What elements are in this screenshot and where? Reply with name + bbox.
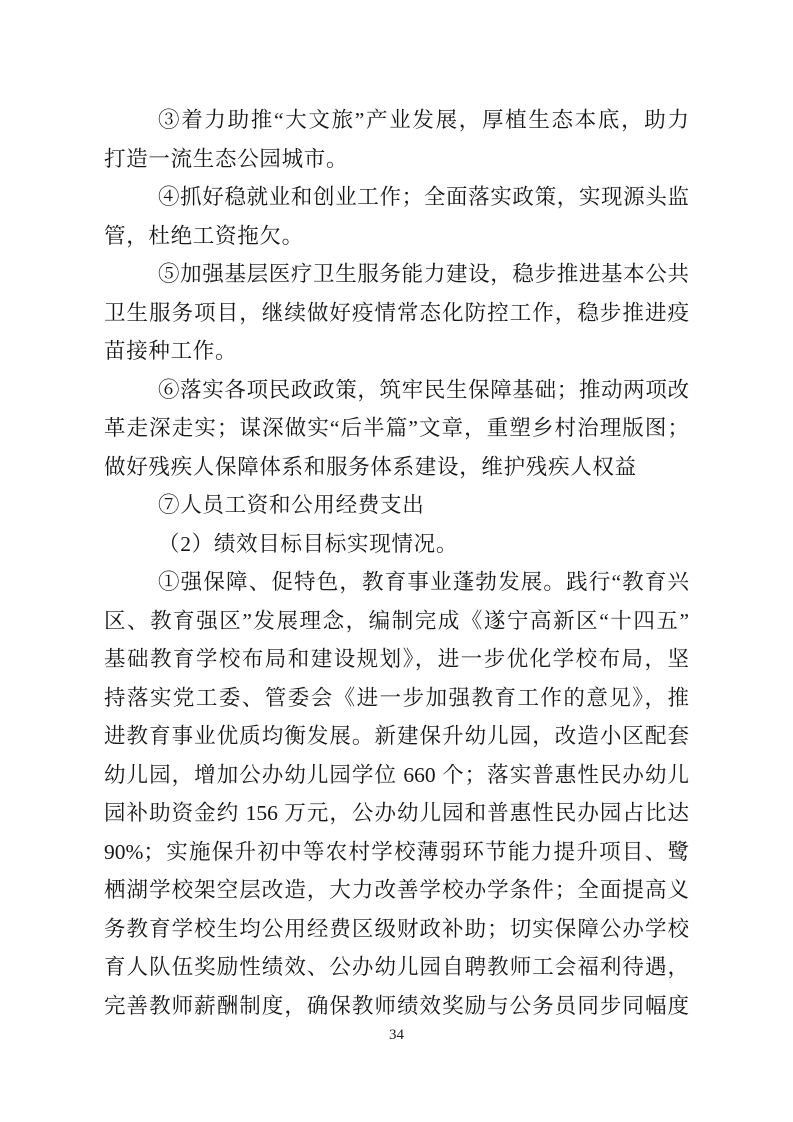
text-line: 做好残疾人保障体系和服务体系建设，维护残疾人权益: [104, 454, 637, 479]
text-line: 育人队伍奖励性绩效、公办幼儿园自聘教师工会福利待遇，: [104, 955, 689, 979]
text-line: 持落实党工委、管委会《进一步加强教育工作的意见》，推: [104, 685, 689, 710]
text-line: 进教育事业优质均衡发展。新建保升幼儿园，改造小区配套: [104, 724, 689, 748]
text-line: 革走深走实；谋深做实“后半篇”文章，重塑乡村治理版图；: [104, 416, 689, 440]
text-line: ①强保障、促特色，教育事业蓬勃发展。践行“教育兴: [158, 570, 689, 594]
text-line: 园补助资金约 156 万元，公办幼儿园和普惠性民办园占比达: [104, 801, 689, 825]
text-line: 打造一流生态公园城市。: [104, 146, 349, 171]
text-line: ③着力助推“大文旅”产业发展，厚植生态本底，助力: [158, 108, 689, 132]
text-line: 务教育学校生均公用经费区级财政补助；切实保障公办学校: [104, 916, 689, 941]
text-line: 完善教师薪酬制度，确保教师绩效奖励与公务员同步同幅度: [104, 993, 689, 1018]
text-line: 卫生服务项目，继续做好疫情常态化防控工作，稳步推进疫: [104, 300, 689, 325]
text-line: 管，杜绝工资拖欠。: [104, 223, 304, 248]
text-line: ⑥落实各项民政政策，筑牢民生保障基础；推动两项改: [158, 377, 689, 402]
text-line: 苗接种工作。: [104, 339, 238, 363]
text-line: 区、教育强区”发展理念，编制完成《遂宁高新区“十四五”: [104, 608, 689, 633]
text-line: 90%；实施保升初中等农村学校薄弱环节能力提升项目、鹭: [104, 839, 689, 864]
text-line: ④抓好稳就业和创业工作；全面落实政策，实现源头监: [158, 185, 689, 209]
page-number: 34: [389, 1027, 404, 1043]
text-line: 栖湖学校架空层改造，大力改善学校办学条件；全面提高义: [104, 878, 689, 902]
text-line: 幼儿园，增加公办幼儿园学位 660 个；落实普惠性民办幼儿: [104, 762, 689, 787]
text-line: （2）绩效目标目标实现情况。: [158, 531, 459, 556]
document-body: [104, 101, 689, 1025]
text-line: 基础教育学校布局和建设规划》，进一步优化学校布局，坚: [104, 647, 689, 671]
text-line: ⑦人员工资和公用经费支出: [158, 493, 425, 517]
text-line: ⑤加强基层医疗卫生服务能力建设，稳步推进基本公共: [158, 262, 689, 286]
